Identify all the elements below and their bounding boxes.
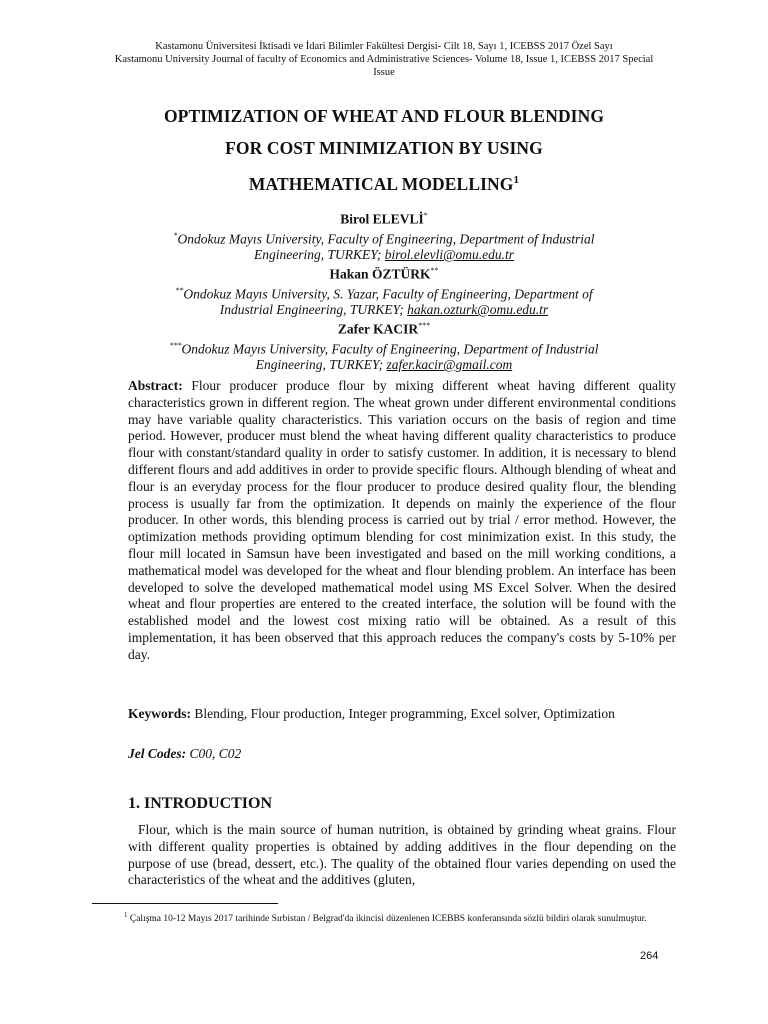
affiliation-2-line-1: Ondokuz Mayıs University, S. Yazar, Faculty of Engineering, Department of [183, 286, 593, 301]
author-affiliation-3 [128, 338, 640, 374]
section-heading-introduction: 1. INTRODUCTION [128, 795, 273, 812]
title-line-1: OPTIMIZATION OF WHEAT AND FLOUR BLENDING [163, 106, 605, 126]
author-mark-3: *** [418, 321, 431, 330]
keywords-text: Blending, Flour production, Integer programming, Excel solver, Optimization [191, 706, 615, 721]
author-name-1-text: Birol ELEVLİ [340, 211, 424, 227]
affiliation-mark-1: * [173, 230, 178, 240]
jel-codes-text: C00, C02 [186, 746, 242, 761]
author-mark-2: ** [430, 266, 439, 275]
affiliation-1-line-1: Ondokuz Mayıs University, Faculty of Engineering, Department of Industrial [177, 231, 595, 246]
abstract-label: Abstract: [128, 378, 183, 393]
footnote-text: Çalışma 10-12 Mayıs 2017 tarihinde Sırbistan / Belgrad'da ikincisi düzenlenen ICEBBS konferansında sözlü bildiri olarak sunulmuştur. [127, 914, 647, 925]
affiliation-3-line-1: Ondokuz Mayıs University, Faculty of Engineering, Department of Industrial [181, 341, 599, 356]
affiliation-1-line-2: Engineering, TURKEY; [253, 247, 385, 262]
paper-title [110, 100, 658, 200]
author-name-2-text: Hakan ÖZTÜRK [329, 266, 431, 282]
affiliation-3-line-2: Engineering, TURKEY; [255, 357, 387, 372]
journal-header-line-tr: Kastamonu Üniversitesi İktisadi ve İdari Bilimler Fakültesi Dergisi- Cilt 18, Sayı 1, ICEBSS 2017 Özel Sayı [155, 41, 613, 52]
jel-codes [128, 746, 676, 763]
author-affiliation-2 [128, 283, 640, 319]
footnote-divider [92, 903, 278, 904]
introduction-paragraph: Flour, which is the main source of human nutrition, is obtained by grinding wheat grains. Flour with different quality properties is obtained by adding additives in the flour depending on the purpose of use (bread, dessert, etc.). The quality of the obtained flour varies depending on used the characteristics of the wheat and the additives (gluten, [128, 822, 676, 888]
page-number: 264 [640, 950, 659, 962]
author-block [128, 208, 640, 373]
author-email-2[interactable]: hakan.ozturk@omu.edu.tr [407, 302, 549, 317]
journal-header-line-en: Kastamonu University Journal of faculty of Economics and Administrative Sciences- Volume 18, Issue 1, ICEBSS 2017 Special Issue [114, 54, 654, 78]
author-name-3 [128, 318, 640, 338]
author-name-2 [128, 263, 640, 283]
author-name-3-text: Zafer KACIR [337, 321, 419, 337]
affiliation-mark-3: *** [169, 340, 182, 350]
author-affiliation-1 [128, 228, 640, 264]
keywords-label: Keywords: [128, 706, 191, 721]
jel-codes-label: Jel Codes: [128, 746, 187, 761]
keywords [128, 706, 676, 723]
affiliation-mark-2: ** [175, 285, 184, 295]
author-email-1[interactable]: birol.elevli@omu.edu.tr [384, 247, 515, 262]
title-line-3-text: MATHEMATICAL MODELLING [248, 173, 514, 194]
affiliation-2-line-2: Industrial Engineering, TURKEY; [219, 302, 408, 317]
footnote [124, 908, 672, 927]
author-email-3[interactable]: zafer.kacir@gmail.com [386, 357, 513, 372]
journal-header [110, 40, 658, 79]
author-name-1 [128, 208, 640, 228]
author-mark-1: * [423, 211, 428, 220]
title-footnote-mark: 1 [513, 174, 520, 186]
footnote-mark: 1 [124, 911, 128, 919]
abstract-text: Flour producer produce flour by mixing different wheat having different quality characteristics grown in different region. The wheat grown under different environmental conditions may have variable quality characteristics. This variation occurs on the basis of region and time period. However, producer must blend the wheat having different quality characteristics to produce flour with constant/standard quality in order to satisfy customer. In addition, it is necessary to blend different flours and add additives in order to provide specific flours. Although blending of wheat and flour is an everyday process for the flour producer to produce desired quality flour, the blending process is usually far from the optimization. It depends on mainly the experience of the flour producer. In other words, this blending process is carried out by trial / error method. However, the optimization methods providing optimum blending for cost minimization exist. In this study, the flour mill located in Samsun have been investigated and based on the mill working conditions, a mathematical model was developed for the wheat and flour blending problem. An interface has been developed to solve the developed mathematical model using MS Excel Solver. When the desired wheat and flour properties are entered to the created interface, the solution will be found with the established model and the lowest cost mixing ratio will be obtained. As a result of this implementation, it has been observed that this approach reduces the company's costs by 5-10% per day. [128, 378, 676, 662]
abstract [128, 378, 676, 664]
title-line-2: FOR COST MINIMIZATION BY USING [225, 138, 543, 158]
title-line-3 [110, 164, 658, 200]
